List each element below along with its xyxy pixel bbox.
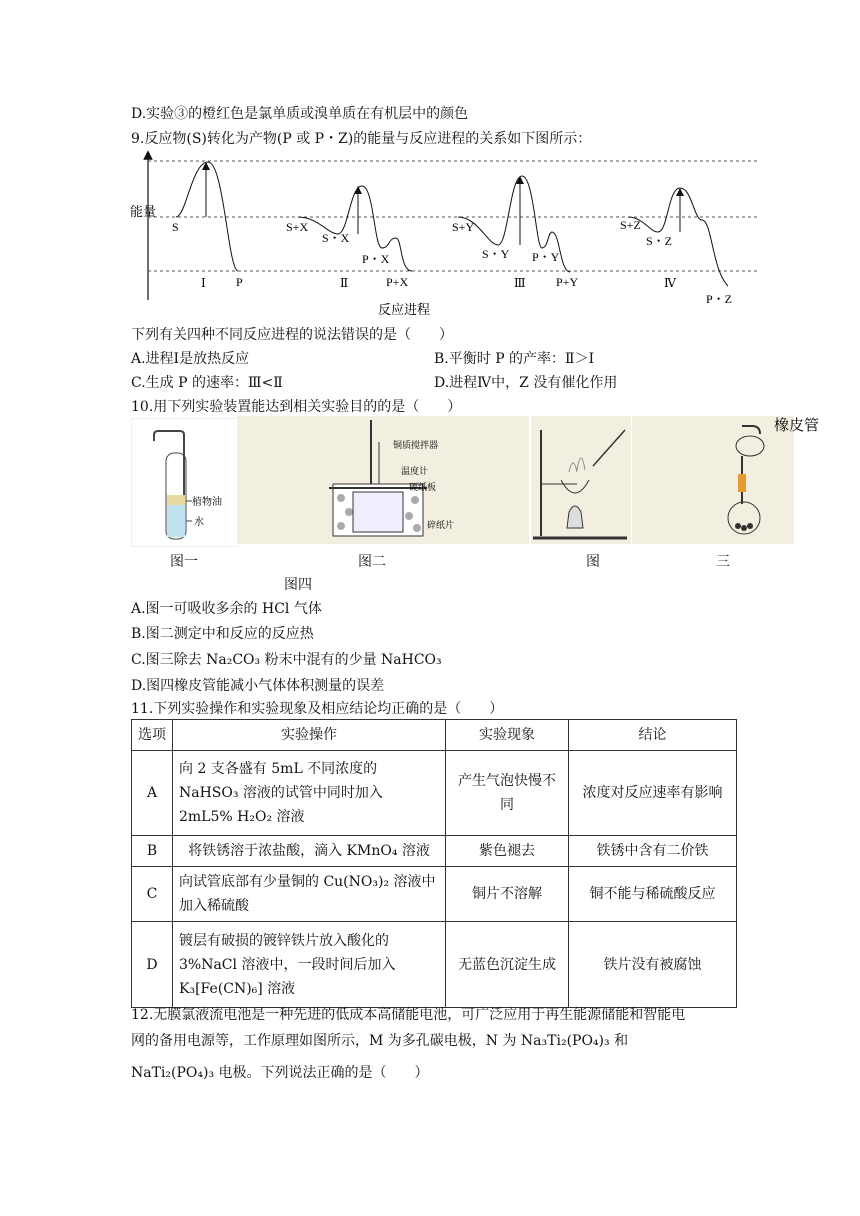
- q10-option-a: A.图一可吸收多余的 HCl 气体: [131, 601, 322, 617]
- question-12-line-2: 网的备用电源等，工作原理如图所示，M 为多孔碳电极，N 为 Na₃Ti₂(PO₄)₃ 和: [131, 1033, 629, 1049]
- table-cell: 向 2 支各盛有 5mL 不同浓度的 NaHSO₃ 溶液的试管中同时加入 2mL5% H₂O₂ 溶液: [173, 751, 446, 836]
- table-row: [132, 922, 737, 1008]
- table-header: 选项: [132, 720, 173, 751]
- q9-option-d: D.进程Ⅳ中，Z 没有催化作用: [434, 375, 618, 391]
- table-cell: C: [132, 867, 173, 922]
- figure-3-panel: [531, 416, 631, 544]
- energy-diagram: [128, 150, 768, 320]
- q9-option-b: B.平衡时 P 的产率：Ⅱ＞Ⅰ: [434, 351, 595, 367]
- label-IV: Ⅳ: [664, 276, 676, 290]
- table-cell: 铜片不溶解: [446, 867, 569, 922]
- label-S-plus-Z: S+Z: [620, 218, 641, 232]
- table-cell: 紫色褪去: [446, 836, 569, 867]
- table-header: 实验现象: [446, 720, 569, 751]
- table-cell: 将铁锈溶于浓盐酸，滴入 KMnO₄ 溶液: [173, 836, 446, 867]
- table-header: 结论: [569, 720, 737, 751]
- svg-text:铜质搅拌器: 铜质搅拌器: [393, 440, 439, 450]
- label-I: Ⅰ: [201, 276, 206, 290]
- svg-text:水: 水: [194, 517, 204, 528]
- svg-text:硬纸板: 硬纸板: [409, 482, 437, 492]
- q9-option-a: A.进程Ⅰ是放热反应: [131, 351, 250, 367]
- svg-text:碎纸片: 碎纸片: [427, 520, 455, 530]
- table-cell: 无蓝色沉淀生成: [446, 922, 569, 1008]
- label-S-plus-Y: S+Y: [452, 220, 475, 234]
- table-cell: 铁片没有被腐蚀: [569, 922, 737, 1008]
- fig-2-caption: 图二: [358, 554, 386, 570]
- q10-option-d: D.图四橡皮管能减小气体体积测量的误差: [131, 678, 385, 694]
- ylabel: 能量: [130, 204, 157, 219]
- label-III: Ⅲ: [514, 276, 526, 290]
- label-S-X: S・X: [322, 231, 350, 245]
- label-P-Y: P・Y: [532, 250, 560, 264]
- d8-option: D.实验③的橙红色是氯单质或溴单质在有机层中的颜色: [131, 106, 469, 122]
- question-12-line-1: 12.无膜氯液流电池是一种先进的低成本高储能电池，可广泛应用于再生能源储能和智能电: [131, 1007, 686, 1023]
- label-S-plus-X: S+X: [286, 220, 309, 234]
- question-11: 11.下列实验操作和实验现象及相应结论均正确的是（ ）: [131, 701, 504, 717]
- figure-4-panel: [632, 416, 820, 544]
- q10-option-b: B.图二测定中和反应的反应热: [131, 626, 314, 642]
- q10-option-c: C.图三除去 Na₂CO₃ 粉末中混有的少量 NaHCO₃: [131, 652, 442, 668]
- fig-3-caption-a: 图: [586, 554, 600, 570]
- q9-option-c: C.生成 P 的速率：Ⅲ<Ⅱ: [131, 375, 283, 391]
- table-cell: 产生气泡快慢不同: [446, 751, 569, 836]
- svg-text:植物油: 植物油: [192, 497, 222, 508]
- label-S-Y: S・Y: [482, 247, 510, 261]
- fig-1-caption: 图一: [170, 554, 198, 570]
- table-row: [132, 867, 737, 922]
- svg-text:橡皮管: 橡皮管: [774, 418, 820, 434]
- label-P-X: P・X: [362, 252, 390, 266]
- table-cell: 铜不能与稀硫酸反应: [569, 867, 737, 922]
- svg-text:温度计: 温度计: [401, 466, 429, 476]
- table-cell: 镀层有破损的镀锌铁片放入酸化的 3%NaCl 溶液中，一段时间后加入 K₃[Fe(CN)₆] 溶液: [173, 922, 446, 1008]
- fig-4-caption: 图四: [284, 577, 312, 593]
- question-12-line-3: NaTi₂(PO₄)₃ 电极。下列说法正确的是（ ）: [131, 1065, 429, 1081]
- question-9-prompt: 下列有关四种不同反应进程的说法错误的是（ ）: [131, 327, 453, 343]
- label-S: S: [172, 220, 179, 234]
- figure-1-panel: [131, 418, 239, 547]
- table-cell: A: [132, 751, 173, 836]
- table-row: [132, 751, 737, 836]
- fig-3-caption-b: 三: [716, 554, 730, 570]
- table-cell: 铁锈中含有二价铁: [569, 836, 737, 867]
- table-cell: B: [132, 836, 173, 867]
- label-S-Z: S・Z: [646, 234, 673, 248]
- table-11: [131, 719, 737, 1008]
- table-cell: D: [132, 922, 173, 1008]
- label-P-Z: P・Z: [706, 292, 733, 306]
- question-10: 10.用下列实验装置能达到相关实验目的的是（ ）: [131, 399, 462, 415]
- label-P-plus-Y: P+Y: [556, 275, 579, 289]
- label-P: P: [236, 275, 243, 289]
- table-cell: 浓度对反应速率有影响: [569, 751, 737, 836]
- question-9: 9.反应物(S)转化为产物(P 或 P・Z)的能量与反应进程的关系如下图所示：: [131, 131, 592, 147]
- label-II: Ⅱ: [340, 276, 349, 290]
- table-header-row: [132, 720, 737, 751]
- label-P-plus-X: P+X: [386, 275, 409, 289]
- figure-2-panel: [237, 416, 529, 544]
- table-header: 实验操作: [173, 720, 446, 751]
- xlabel: 反应进程: [378, 302, 431, 317]
- table-cell: 向试管底部有少量铜的 Cu(NO₃)₂ 溶液中加入稀硫酸: [173, 867, 446, 922]
- table-row: [132, 836, 737, 867]
